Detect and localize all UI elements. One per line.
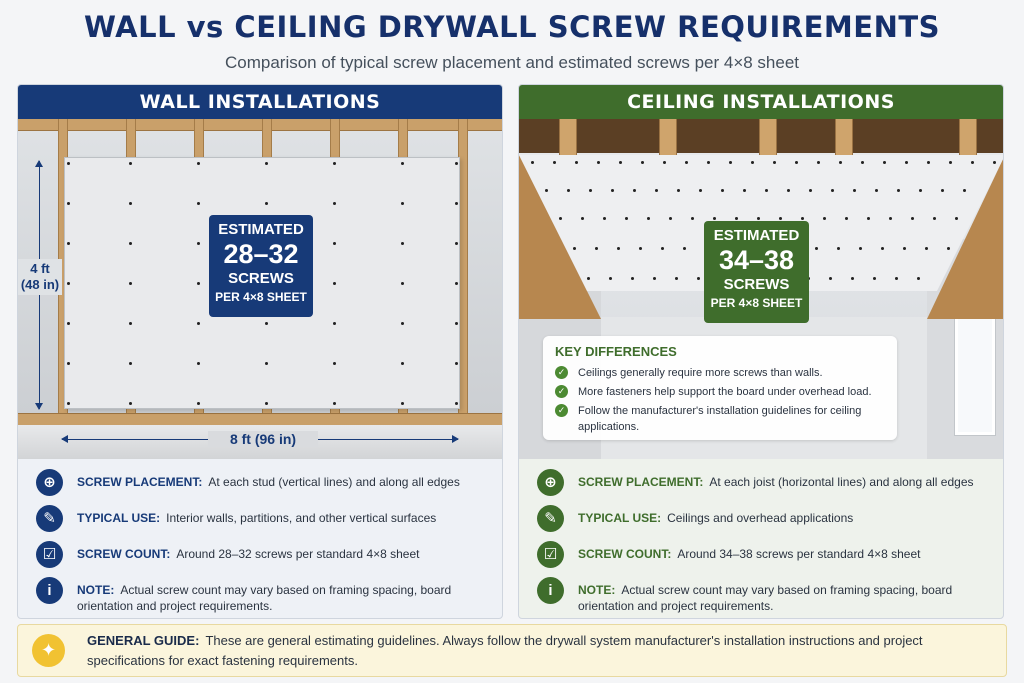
- screw-mark: [669, 217, 672, 220]
- screw-mark: [685, 161, 688, 164]
- screw-mark: [129, 202, 132, 205]
- screw-mark: [721, 189, 724, 192]
- screw-mark: [713, 217, 716, 220]
- ceiling-info-list: [519, 459, 1004, 619]
- screw-mark: [129, 162, 132, 165]
- screw-mark: [889, 217, 892, 220]
- screw-mark: [963, 189, 966, 192]
- screw-mark: [751, 161, 754, 164]
- screw-mark: [455, 162, 458, 165]
- wall-info-list: [18, 459, 503, 619]
- screw-mark: [691, 217, 694, 220]
- screw-mark: [625, 217, 628, 220]
- info-row: [36, 469, 486, 496]
- screw-mark: [67, 282, 70, 285]
- wall-panel: [17, 84, 503, 619]
- height-in: (48 in): [20, 277, 60, 292]
- screw-mark: [845, 217, 848, 220]
- screw-mark: [553, 161, 556, 164]
- clipboard-icon: ☑: [537, 541, 564, 568]
- joist: [959, 119, 977, 155]
- screw-mark: [611, 189, 614, 192]
- screw-mark: [333, 322, 336, 325]
- screw-mark: [735, 217, 738, 220]
- info-row: [537, 541, 987, 568]
- ceiling-illustration: [519, 119, 1004, 459]
- screw-mark: [661, 247, 664, 250]
- screw-mark: [875, 189, 878, 192]
- screw-mark: [699, 189, 702, 192]
- row-label: NOTE:: [578, 583, 616, 597]
- screw-mark: [197, 282, 200, 285]
- row-text: Around 34–38 screws per standard 4×8 sheet: [677, 547, 921, 561]
- screw-mark: [941, 189, 944, 192]
- screw-mark: [559, 217, 562, 220]
- screw-mark: [455, 362, 458, 365]
- screw-mark: [743, 189, 746, 192]
- screw-mark: [67, 402, 70, 405]
- screw-mark: [197, 362, 200, 365]
- screw-mark: [603, 217, 606, 220]
- screw-mark: [265, 322, 268, 325]
- screw-mark: [911, 217, 914, 220]
- screw-mark: [817, 161, 820, 164]
- screw-mark: [765, 189, 768, 192]
- key-difference-item: [555, 365, 885, 381]
- screw-mark: [401, 162, 404, 165]
- screw-mark: [839, 161, 842, 164]
- screw-mark: [873, 277, 876, 280]
- screw-mark: [67, 202, 70, 205]
- row-text: Interior walls, partitions, and other vertical surfaces: [166, 511, 437, 525]
- screw-mark: [955, 217, 958, 220]
- wall-heading: WALL INSTALLATIONS: [18, 85, 502, 119]
- clipboard-icon: ☑: [36, 541, 63, 568]
- badge-unit: SCREWS: [228, 270, 294, 287]
- screw-mark: [545, 189, 548, 192]
- screw-mark: [589, 189, 592, 192]
- width-dimension-label: 8 ft (96 in): [208, 431, 318, 447]
- info-row: [537, 469, 987, 496]
- row-text: Ceilings and overhead applications: [667, 511, 854, 525]
- screw-mark: [575, 161, 578, 164]
- wall-illustration: [18, 119, 503, 459]
- ceiling-heading: CEILING INSTALLATIONS: [519, 85, 1003, 119]
- screwdriver-icon: ✎: [36, 505, 63, 532]
- check-icon: ✓: [555, 385, 568, 398]
- bottom-plate: [18, 413, 503, 425]
- screw-mark: [401, 362, 404, 365]
- screw-mark: [655, 189, 658, 192]
- screw-mark: [455, 402, 458, 405]
- window: [955, 315, 995, 435]
- key-differences-title: KEY DIFFERENCES: [555, 344, 677, 359]
- screw-mark: [633, 189, 636, 192]
- badge-count: 34–38: [718, 245, 795, 275]
- screw-mark: [677, 189, 680, 192]
- wall-estimate-badge: [209, 215, 313, 317]
- screw-mark: [401, 402, 404, 405]
- screw-mark: [683, 247, 686, 250]
- row-text: Around 28–32 screws per standard 4×8 sheet: [176, 547, 420, 561]
- badge-unit: SCREWS: [723, 276, 790, 293]
- screw-mark: [333, 282, 336, 285]
- screw-mark: [663, 161, 666, 164]
- screw-mark: [197, 322, 200, 325]
- screw-mark: [197, 162, 200, 165]
- target-icon: ⊕: [537, 469, 564, 496]
- screw-mark: [333, 402, 336, 405]
- screw-mark: [883, 161, 886, 164]
- row-text: Actual screw count may vary based on framing spacing, board orientation and project requirements.: [578, 583, 953, 613]
- screw-mark: [881, 247, 884, 250]
- screw-mark: [617, 247, 620, 250]
- key-differences-box: [543, 336, 897, 440]
- target-icon: ⊕: [36, 469, 63, 496]
- screw-mark: [697, 277, 700, 280]
- info-row: [36, 541, 486, 568]
- key-difference-text: Follow the manufacturer's installation guidelines for ceiling applications.: [578, 405, 862, 433]
- screwdriver-icon: ✎: [537, 505, 564, 532]
- joist: [835, 119, 853, 155]
- page-subtitle: Comparison of typical screw placement and estimated screws per 4×8 sheet: [224, 53, 800, 72]
- screw-mark: [993, 161, 996, 164]
- screw-mark: [919, 189, 922, 192]
- screw-mark: [265, 362, 268, 365]
- screw-mark: [333, 202, 336, 205]
- check-icon: ✓: [555, 404, 568, 417]
- screw-mark: [905, 161, 908, 164]
- screw-mark: [917, 277, 920, 280]
- screw-mark: [829, 277, 832, 280]
- screw-mark: [897, 189, 900, 192]
- screw-mark: [129, 362, 132, 365]
- screw-mark: [265, 162, 268, 165]
- lightbulb-icon: ✦: [32, 634, 65, 667]
- screw-mark: [455, 282, 458, 285]
- badge-per-sheet: PER 4×8 SHEET: [215, 290, 307, 304]
- screw-mark: [129, 282, 132, 285]
- screw-mark: [861, 161, 864, 164]
- screw-mark: [455, 322, 458, 325]
- joist: [659, 119, 677, 155]
- screw-mark: [729, 161, 732, 164]
- screw-mark: [925, 247, 928, 250]
- height-ft: 4 ft: [30, 261, 50, 276]
- key-difference-text: Ceilings generally require more screws than walls.: [578, 367, 823, 379]
- screw-mark: [129, 402, 132, 405]
- key-difference-text: More fasteners help support the board under overhead load.: [578, 386, 872, 398]
- info-row: [537, 577, 987, 614]
- check-icon: ✓: [555, 366, 568, 379]
- screw-mark: [197, 202, 200, 205]
- screw-mark: [265, 402, 268, 405]
- row-label: TYPICAL USE:: [77, 511, 161, 525]
- screw-mark: [837, 247, 840, 250]
- screw-mark: [573, 247, 576, 250]
- info-row: [36, 505, 486, 532]
- screw-mark: [801, 217, 804, 220]
- screw-mark: [129, 322, 132, 325]
- screw-mark: [947, 247, 950, 250]
- screw-mark: [949, 161, 952, 164]
- screw-mark: [67, 322, 70, 325]
- screw-mark: [333, 162, 336, 165]
- screw-mark: [609, 277, 612, 280]
- row-label: TYPICAL USE:: [578, 511, 662, 525]
- screw-mark: [401, 322, 404, 325]
- screw-mark: [707, 161, 710, 164]
- screw-mark: [831, 189, 834, 192]
- screw-mark: [401, 242, 404, 245]
- row-label: SCREW PLACEMENT:: [578, 475, 704, 489]
- screw-mark: [675, 277, 678, 280]
- screw-mark: [927, 161, 930, 164]
- screw-mark: [129, 242, 132, 245]
- general-guide-text: [87, 631, 992, 671]
- screw-mark: [597, 161, 600, 164]
- guide-body: These are general estimating guidelines. Always follow the drywall system manufacturer's installation instructions and project specifications for exact fastening requirements.: [87, 632, 923, 668]
- badge-count: 28–32: [223, 239, 299, 269]
- row-label: SCREW PLACEMENT:: [77, 475, 203, 489]
- screw-mark: [971, 161, 974, 164]
- screw-mark: [531, 161, 534, 164]
- key-difference-item: [555, 384, 885, 400]
- badge-label: ESTIMATED: [713, 227, 800, 244]
- badge-label: ESTIMATED: [218, 221, 304, 238]
- badge-per-sheet: PER 4×8 SHEET: [710, 296, 803, 310]
- screw-mark: [631, 277, 634, 280]
- height-dimension-label: [18, 259, 62, 295]
- screw-mark: [333, 362, 336, 365]
- row-label: NOTE:: [77, 583, 115, 597]
- row-label: SCREW COUNT:: [77, 547, 171, 561]
- info-icon: i: [537, 577, 564, 604]
- row-label: SCREW COUNT:: [578, 547, 672, 561]
- screw-mark: [787, 189, 790, 192]
- screw-mark: [779, 217, 782, 220]
- screw-mark: [595, 247, 598, 250]
- joist: [559, 119, 577, 155]
- screw-mark: [773, 161, 776, 164]
- info-icon: i: [36, 577, 63, 604]
- screw-mark: [333, 242, 336, 245]
- row-text: Actual screw count may vary based on framing spacing, board orientation and project requirements.: [77, 583, 452, 613]
- screw-mark: [795, 161, 798, 164]
- screw-mark: [67, 362, 70, 365]
- screw-mark: [67, 162, 70, 165]
- info-row: [36, 577, 486, 614]
- screw-mark: [587, 277, 590, 280]
- screw-mark: [851, 277, 854, 280]
- top-plate: [18, 119, 503, 131]
- screw-mark: [401, 282, 404, 285]
- screw-mark: [653, 277, 656, 280]
- guide-label: GENERAL GUIDE:: [87, 632, 200, 648]
- screw-mark: [853, 189, 856, 192]
- screw-mark: [401, 202, 404, 205]
- screw-mark: [641, 161, 644, 164]
- screw-mark: [895, 277, 898, 280]
- screw-mark: [757, 217, 760, 220]
- screw-mark: [815, 247, 818, 250]
- screw-mark: [933, 217, 936, 220]
- screw-mark: [809, 189, 812, 192]
- screw-mark: [67, 242, 70, 245]
- screw-mark: [265, 202, 268, 205]
- screw-mark: [903, 247, 906, 250]
- screw-mark: [581, 217, 584, 220]
- ceiling-panel: [518, 84, 1004, 619]
- screw-mark: [859, 247, 862, 250]
- row-text: At each stud (vertical lines) and along all edges: [208, 475, 460, 489]
- screw-mark: [867, 217, 870, 220]
- screw-mark: [639, 247, 642, 250]
- screw-mark: [647, 217, 650, 220]
- page-title: WALL vs CEILING DRYWALL SCREW REQUIREMENTS: [83, 10, 941, 44]
- screw-mark: [197, 402, 200, 405]
- screw-mark: [455, 242, 458, 245]
- ceiling-estimate-badge: [704, 221, 809, 323]
- screw-mark: [455, 202, 458, 205]
- screw-mark: [197, 242, 200, 245]
- general-guide-banner: [17, 624, 1007, 677]
- screw-mark: [619, 161, 622, 164]
- info-row: [537, 505, 987, 532]
- screw-mark: [567, 189, 570, 192]
- screw-mark: [823, 217, 826, 220]
- joist: [759, 119, 777, 155]
- key-difference-item: [555, 403, 885, 435]
- row-text: At each joist (horizontal lines) and along all edges: [709, 475, 974, 489]
